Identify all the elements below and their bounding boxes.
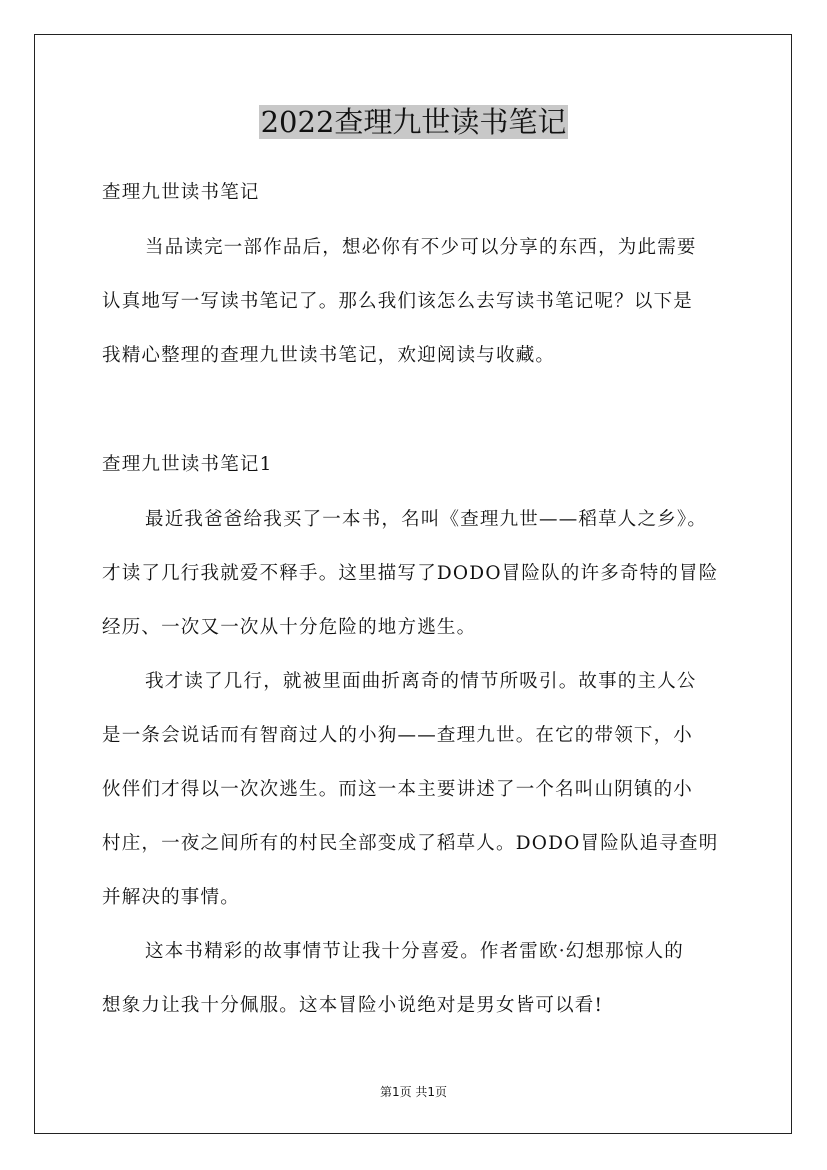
section-heading: 查理九世读书笔记1	[102, 454, 273, 475]
paragraph-line: 最近我爸爸给我买了一本书，名叫《查理九世——稻草人之乡》。	[145, 509, 708, 530]
paragraph-line: 才读了几行我就爱不释手。这里描写了DODO冒险队的许多奇特的冒险	[102, 563, 719, 584]
subtitle: 查理九世读书笔记	[102, 182, 260, 203]
paragraph-line: 村庄，一夜之间所有的村民全部变成了稻草人。DODO冒险队追寻查明	[102, 833, 719, 854]
paragraph-line: 经历、一次又一次从十分危险的地方逃生。	[102, 617, 477, 638]
document-title-text: 2022查理九世读书笔记	[260, 105, 567, 139]
paragraph-line: 并解决的事情。	[102, 887, 240, 908]
paragraph-line: 是一条会说话而有智商过人的小狗——查理九世。在它的带领下，小	[102, 725, 694, 746]
intro-line: 认真地写一写读书笔记了。那么我们该怎么去写读书笔记呢？以下是	[102, 291, 694, 312]
intro-line: 我精心整理的查理九世读书笔记，欢迎阅读与收藏。	[102, 345, 556, 366]
document-title	[0, 100, 827, 144]
paragraph-line: 想象力让我十分佩服。这本冒险小说绝对是男女皆可以看!	[102, 995, 604, 1016]
page-footer: 第1页 共1页	[379, 1085, 448, 1099]
paragraph-line: 伙伴们才得以一次次逃生。而这一本主要讲述了一个名叫山阴镇的小	[102, 779, 694, 800]
paragraph-line: 这本书精彩的故事情节让我十分喜爱。作者雷欧·幻想那惊人的	[145, 941, 684, 962]
paragraph-line: 我才读了几行，就被里面曲折离奇的情节所吸引。故事的主人公	[145, 671, 697, 692]
intro-line: 当品读完一部作品后，想必你有不少可以分享的东西，为此需要	[145, 237, 697, 258]
